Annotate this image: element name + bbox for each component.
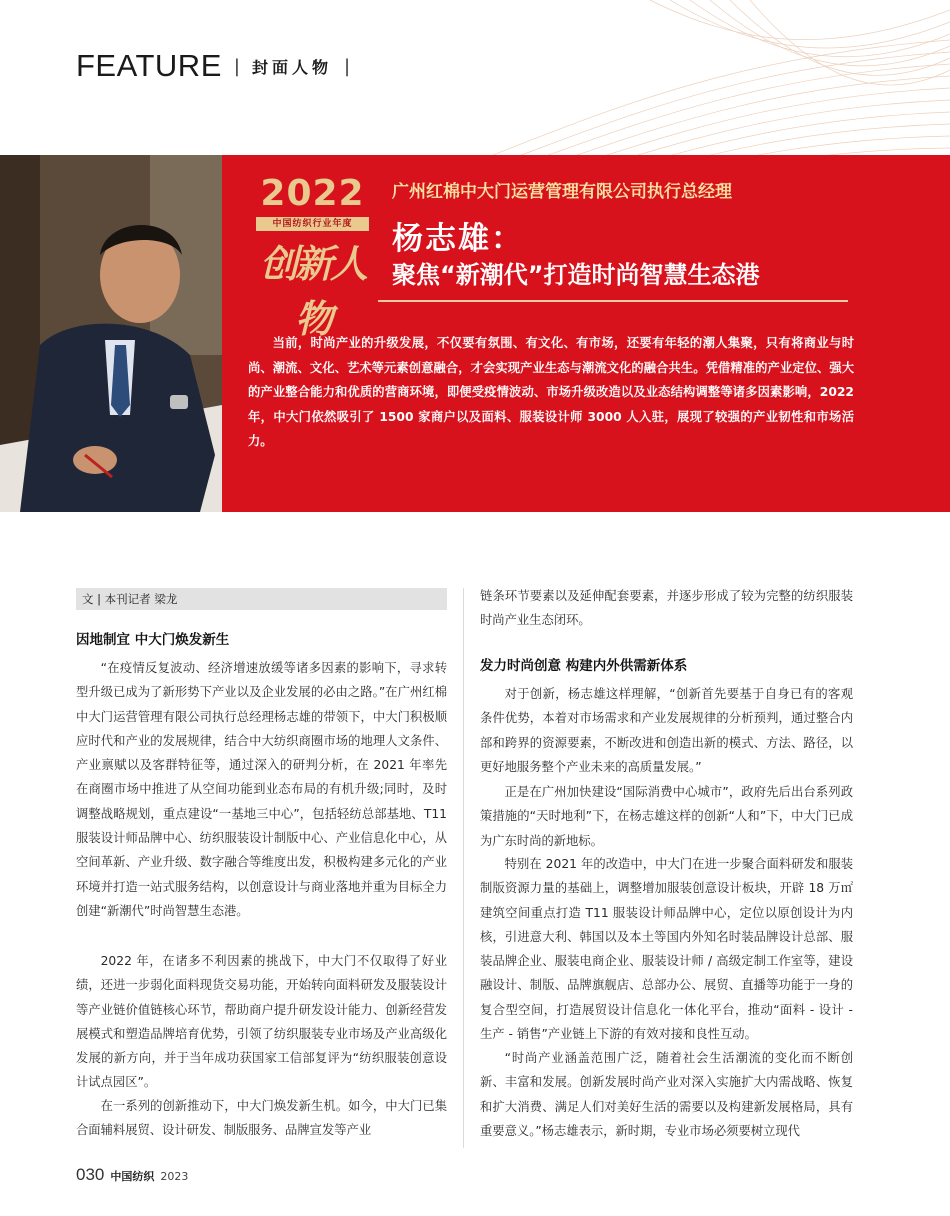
- magazine-name: 中国纺织: [110, 1170, 155, 1183]
- badge-year: 2022: [260, 173, 365, 214]
- portrait-illustration: [0, 155, 222, 512]
- column-label: 封面人物: [251, 57, 332, 77]
- header-separator: |: [233, 55, 240, 77]
- section2-paragraph-3: 特别在 2021 年的改造中，中大门在进一步聚合面料研发和服装制版资源力量的基础上，调整增加服装创意设计板块，开辟 18 万㎡建筑空间重点打造 T11 服装设计师品牌中心，定位以原创设计为内核，引进意大利、韩国以及本土等国内外知名时装品牌设计总部、服装品牌企业、服装电商企业、服装设计师 / 高级定制工作室等，建设融设计、制版、品牌旗舰店、总部办公、展贸、直播等功能于一身的复合型空间，打造展贸设计信息化一体化平台，推动“面料 - 设计 - 生产 - 销售”产业链上下游的有效对接和良性互动。: [480, 857, 853, 1042]
- hero-banner: [0, 155, 950, 512]
- section1-paragraph-3-continued: 链条环节要素以及延伸配套要素，并逐步形成了较为完整的纺织服装时尚产业生态闭环。: [480, 589, 853, 628]
- page-footer: [76, 1165, 188, 1185]
- page-number: 030: [76, 1165, 105, 1184]
- section1-paragraph-3: 在一系列的创新推动下，中大门焕发新生机。如今，中大门已集合面辅料展贸、设计研发、制版服务、品牌宣发等产业: [76, 1099, 447, 1138]
- section2-paragraph-2: 正是在广州加快建设“国际消费中心城市”，政府先后出台系列政策措施的“天时地利”下，在杨志雄这样的创新“人和”下，中大门已成为广东时尚的新地标。: [480, 785, 853, 848]
- section-heading-1: 因地制宜 中大门焕发新生: [76, 632, 230, 648]
- byline: 文 | 本刊记者 梁龙: [76, 588, 447, 610]
- section1-paragraph-2: 2022 年，在诸多不利因素的挑战下，中大门不仅取得了好业绩，还进一步弱化面料现货交易功能，开始转向面料研发及服装设计等产业链价值链核心环节，帮助商户提升研发设计能力、创新经营发展模式和塑造品牌培育优势，引领了纺织服装专业市场及产业高级化发展的新方向，并于当年成功获国家工信部复评为“纺织服装创意设计试点园区”。: [76, 954, 447, 1090]
- page-header: [76, 46, 362, 86]
- section1-paragraph-1: “在疫情反复波动、经济增速放缓等诸多因素的影响下，寻求转型升级已成为了新形势下产业以及企业发展的必由之路。”在广州红棉中大门运营管理有限公司执行总经理杨志雄的带领下，中大门积极顺应时代和产业的发展规律，结合中大纺织商圈市场的地理人文条件、产业禀赋以及客群特征等，通过深入的研判分析，在 2021 年率先在商圈市场中推进了从空间功能到业态布局的有机升级;同时，及时调整战略规划，重点建设“一基地三中心”，包括轻纺总部基地、T11 服装设计师品牌中心、纺织服装设计制版中心、产业信息化中心，从空间革新、产业升级、数字融合等维度出发，积极构建多元化的产业环境并打造一站式服务结构，以创意设计与商业落地并重为目标全力创建“新潮代”时尚智慧生态港。: [76, 661, 447, 918]
- intro-paragraph: 当前，时尚产业的升级发展，不仅要有氛围、有文化、有市场，还要有年轻的潮人集聚，只有将商业与时尚、潮流、文化、艺术等元素创意融合，才会实现产业生态与潮流文化的融合共生。凭借精准的产业定位、强大的产业整合能力和优质的营商环境，即便受疫情波动、市场升级改造以及业态结构调整等诸多因素影响，2022 年，中大门依然吸引了 1500 家商户以及面料、服装设计师 3000 人入驻，展现了较强的产业韧性和市场活力。: [248, 336, 854, 448]
- section2-paragraph-4: “时尚产业涵盖范围广泛，随着社会生活潮流的变化而不断创新、丰富和发展。创新发展时尚产业对深入实施扩大内需战略、恢复和扩大消费、满足人们对美好生活的需要以及构建新发展格局，具有重要意义。”杨志雄表示，新时期，专业市场必须要树立现代: [480, 1051, 853, 1138]
- section-heading-2: 发力时尚创意 构建内外供需新体系: [480, 658, 688, 674]
- header-separator-2: |: [343, 55, 351, 77]
- badge-subtitle: 中国纺织行业年度: [256, 217, 369, 231]
- company-title: 广州红棉中大门运营管理有限公司执行总经理: [392, 182, 732, 202]
- hero-divider: [378, 300, 848, 302]
- section2-paragraph-1: 对于创新，杨志雄这样理解，“创新首先要基于自身已有的客观条件优势，本着对市场需求和产业发展规律的分析预判，通过整合内部和跨界的资源要素，不断改进和创造出新的模式、方法、路径，以更好地服务整个产业未来的高质量发展。”: [480, 687, 853, 774]
- award-badge: [250, 173, 375, 341]
- issue-year: 2023: [160, 1170, 189, 1183]
- feature-label: FEATURE: [76, 48, 222, 83]
- column-divider: [463, 588, 464, 1148]
- portrait-photo: [0, 155, 222, 512]
- person-name: 杨志雄：: [392, 221, 524, 257]
- badge-main-title: 创新人物: [259, 242, 365, 341]
- article-headline: 聚焦“新潮代”打造时尚智慧生态港: [392, 261, 760, 289]
